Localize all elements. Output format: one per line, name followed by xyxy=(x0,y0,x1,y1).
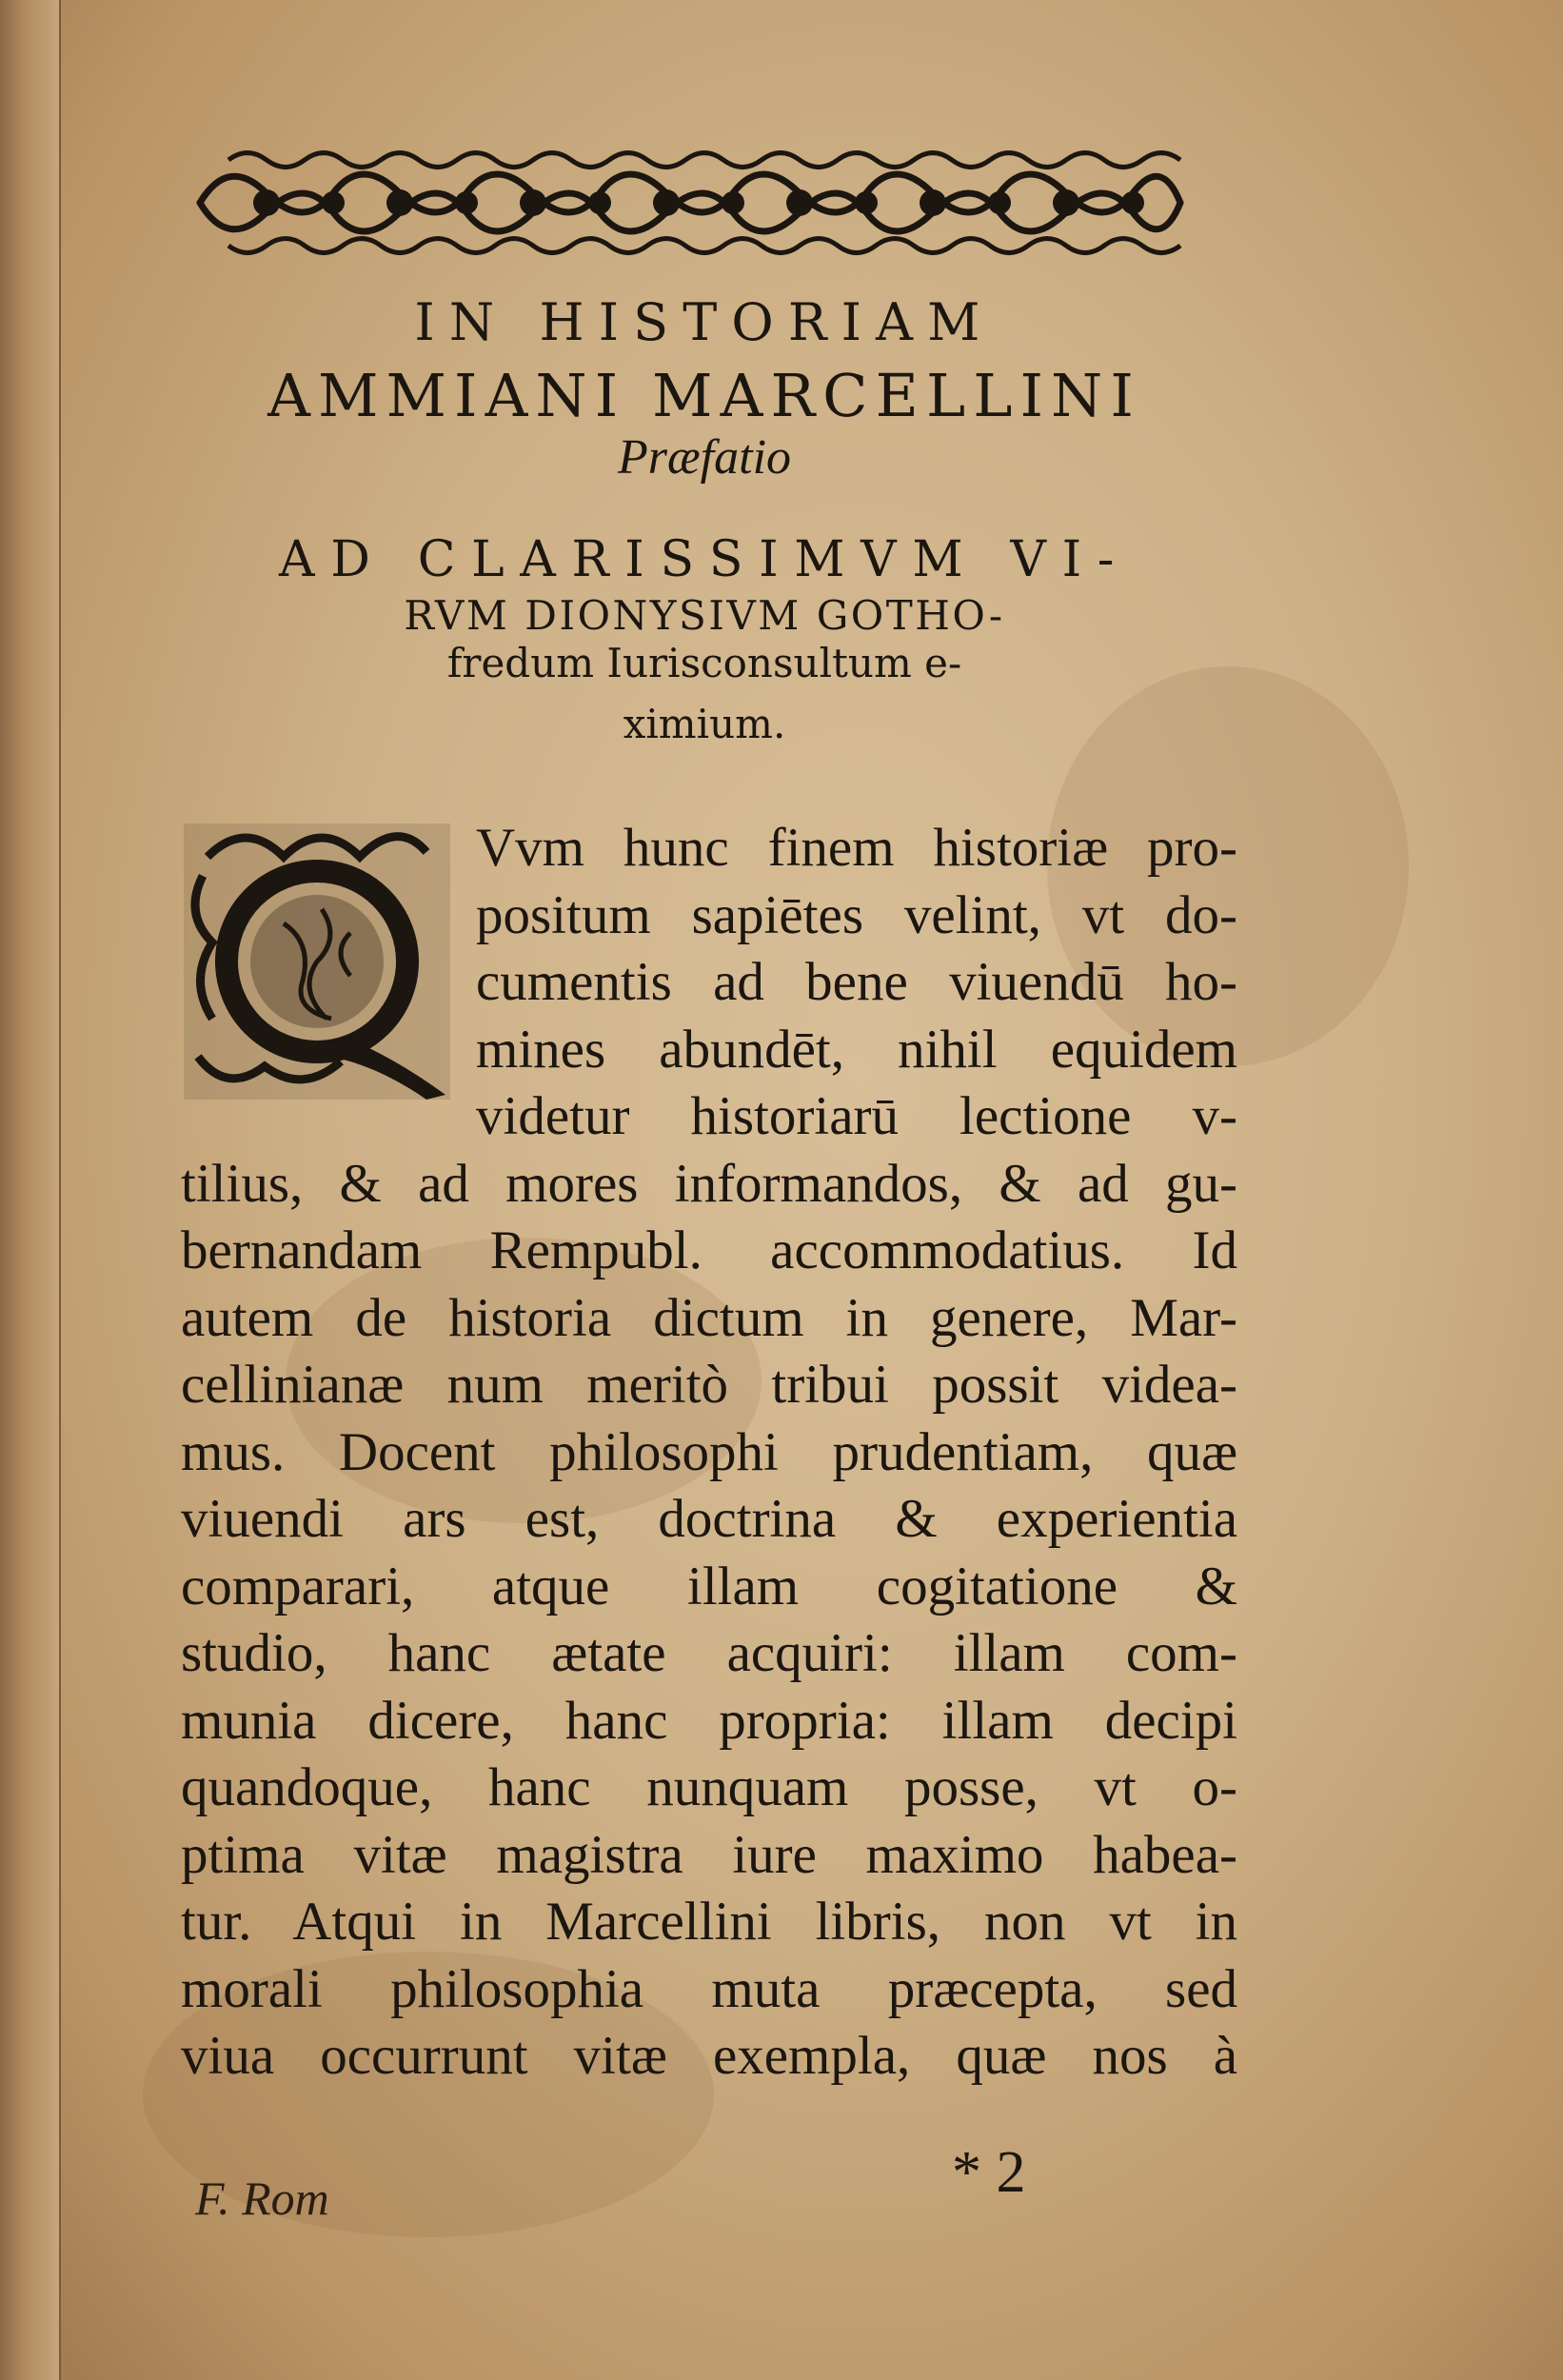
text-line: ptima vitæ magistra iure maximo habea- xyxy=(181,1824,1237,1885)
title-line-3: Præfatio xyxy=(617,430,792,485)
text-line: cumentis ad bene viuendū ho- xyxy=(476,952,1237,1012)
ornamental-initial-icon xyxy=(179,819,455,1104)
text-line: munia dicere, hanc propria: illam decipi xyxy=(181,1690,1237,1751)
decorative-headpiece-icon xyxy=(190,141,1190,265)
text-line: cellinianæ num meritò tribui possit videa- xyxy=(181,1355,1237,1415)
dedication-line-2: RVM DIONYSIVM GOTHO- xyxy=(404,592,1005,639)
title-line-1: IN HISTORIAM xyxy=(414,292,995,352)
text-line: morali philosophia muta præcepta, sed xyxy=(181,1958,1237,2019)
text-line: quandoque, hanc nunquam posse, vt o- xyxy=(181,1757,1237,1817)
text-line: positum sapiētes velint, vt do- xyxy=(476,884,1237,945)
text-line: autem de historia dictum in genere, Mar- xyxy=(181,1287,1237,1348)
dedication-line-1: AD CLARISSIMVM VI- xyxy=(279,531,1130,588)
handwritten-note: F. Rom xyxy=(195,2172,329,2225)
text-line: bernandam Rempubl. accommodatius. Id xyxy=(181,1220,1237,1280)
text-line: viua occurrunt vitæ exempla, quæ nos à xyxy=(181,2026,1237,2086)
text-line: studio, hanc ætate acquiri: illam com- xyxy=(181,1623,1237,1683)
dedication-line-3: fredum Iurisconsultum e- xyxy=(446,640,962,686)
text-line: Vvm hunc finem historiæ pro- xyxy=(476,818,1237,878)
title-line-2: AMMIANI MARCELLINI xyxy=(267,361,1141,430)
text-line: videtur historiarū lectione v- xyxy=(476,1086,1237,1146)
text-line: mines abundēt, nihil equidem xyxy=(476,1019,1237,1080)
text-line: comparari, atque illam cogitatione & xyxy=(181,1556,1237,1616)
text-line: viuendi ars est, doctrina & experientia xyxy=(181,1489,1237,1549)
dedication-line-4: ximium. xyxy=(623,701,786,747)
signature-mark: * 2 xyxy=(952,2140,1026,2205)
text-line: tur. Atqui in Marcellini libris, non vt in xyxy=(181,1892,1237,1952)
text-line: tilius, & ad mores informandos, & ad gu- xyxy=(181,1153,1237,1214)
page-gutter xyxy=(0,0,61,2380)
text-line: mus. Docent philosophi prudentiam, quæ xyxy=(181,1421,1237,1482)
